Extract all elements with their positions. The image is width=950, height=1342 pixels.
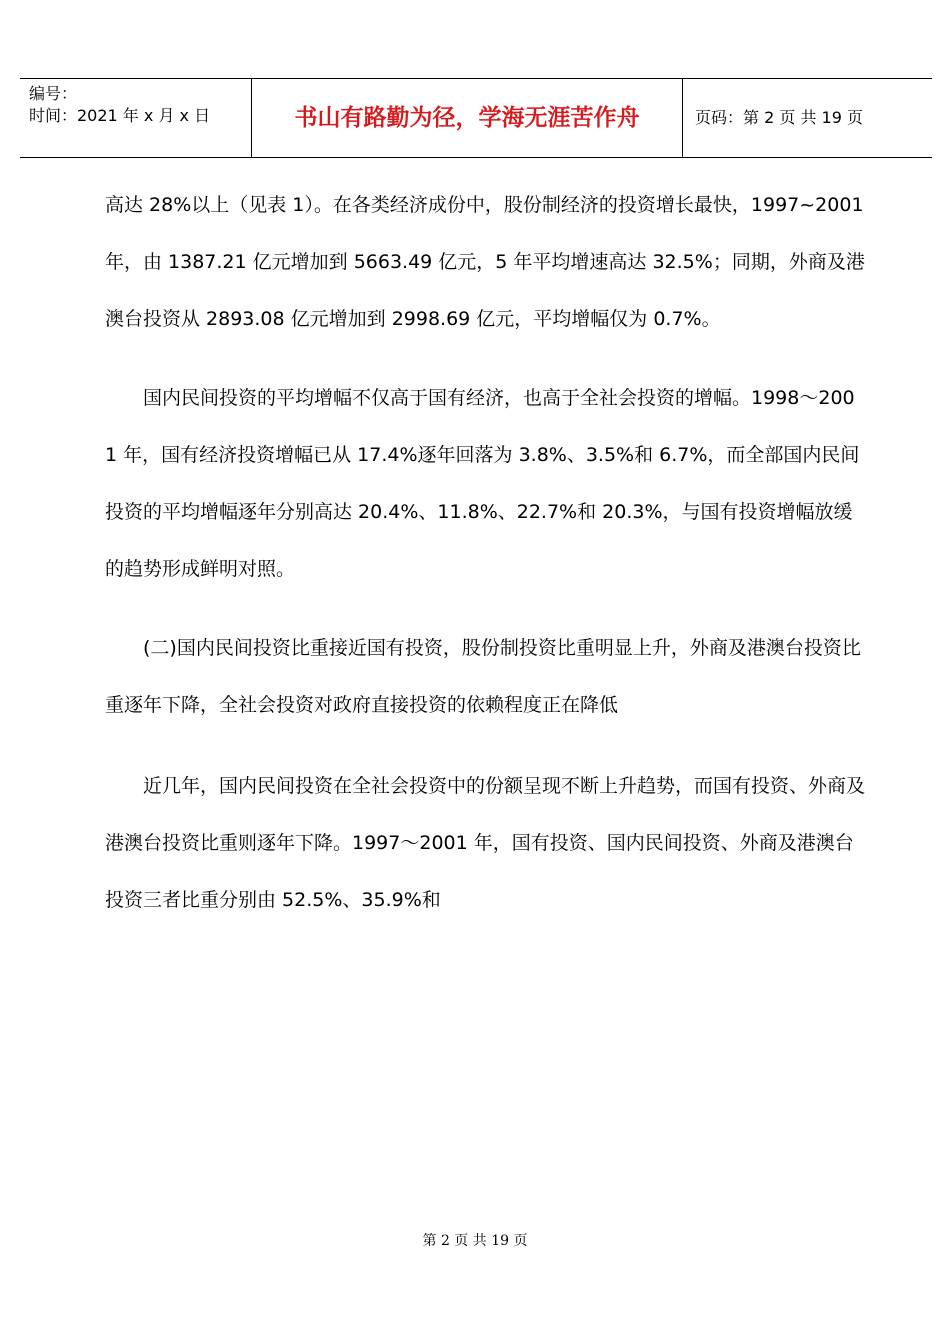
page-header [20,78,932,158]
header-page-code: 页码：第 2 页 共 19 页 [695,108,863,127]
document-time: 时间：2021 年 x 月 x 日 [29,106,211,125]
header-motto: 书山有路勤为径，学海无涯苦作舟 [252,79,683,157]
section-heading: (二)国内民间投资比重接近国有投资，股份制投资比重明显上升，外商及港澳台投资比重逐年下降，全社会投资对政府直接投资的依赖程度正在降低 [105,637,861,716]
paragraph-2: 国内民间投资的平均增幅不仅高于国有经济，也高于全社会投资的增幅。1998～2001 年，国有经济投资增幅已从 17.4%逐年回落为 3.8%、3.5%和 6.7%，而全部国内民间投资的平均增幅逐年分别高达 20.4%、11.8%、22.7%和 20.3%，与国有投资增幅放缓的趋势形成鲜明对照。 [105,387,860,580]
document-body [105,177,865,929]
header-meta [20,79,252,157]
page-footer: 第 2 页 共 19 页 [422,1233,528,1249]
document-number-label: 编号： [29,84,78,103]
paragraph-3: 近几年，国内民间投资在全社会投资中的份额呈现不断上升趋势，而国有投资、外商及港澳台投资比重则逐年下降。1997～2001 年，国有投资、国内民间投资、外商及港澳台投资三者比重分别由 52.5%、35.9%和 [105,775,866,911]
paragraph-1: 高达 28%以上（见表 1）。在各类经济成份中，股份制经济的投资增长最快，1997~2001 年，由 1387.21 亿元增加到 5663.49 亿元，5 年平均增速高达 32.5%；同期，外商及港澳台投资从 2893.08 亿元增加到 2998.69 亿元，平均增幅仅为 0.7%。 [105,194,865,330]
